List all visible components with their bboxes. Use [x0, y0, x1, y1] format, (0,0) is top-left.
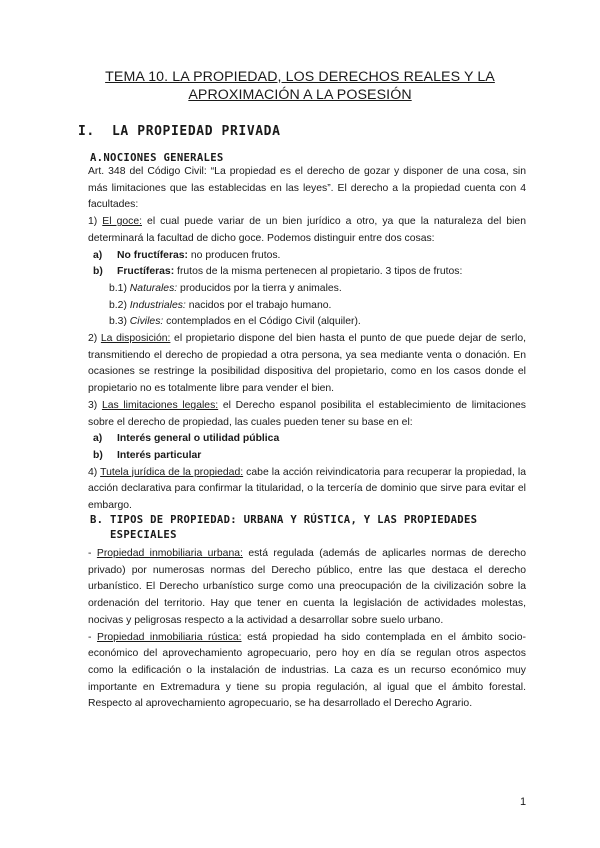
term-rustica: Propiedad inmobiliaria rústica:: [97, 631, 242, 643]
subsection-title: NOCIONES GENERALES: [103, 152, 224, 164]
term-disposicion: La disposición:: [100, 333, 171, 345]
list-item-civiles: b.3) Civiles: contemplados en el Código Civil (alquiler).: [109, 316, 361, 328]
list-item-industriales: b.2) Industriales: nacidos por el trabajo humano.: [109, 299, 332, 311]
subsection-title-line-1: TIPOS DE PROPIEDAD: URBANA Y RÚSTICA, Y LAS PROPIEDADES: [110, 514, 478, 526]
page-number: 1: [520, 796, 527, 808]
section-title: LA PROPIEDAD PRIVADA: [112, 124, 281, 139]
list-item-no-fructiferas: a) No fructíferas: no producen frutos.: [93, 249, 281, 261]
paragraph-disposicion: 2) La disposición: el propietario dispone del bien hasta el punto de que puede dejar de serlo, transmitiendo el derecho de propiedad a otra persona, ya sea mediante venta o donación. En ocasiones se restringe la posibilidad dispositiva del propietario, como en los casos donde el propietario no es totalmente libre para vender el bien.: [88, 333, 526, 395]
term-tutela: Tutela jurídica de la propiedad:: [100, 466, 244, 478]
term-goce: El goce:: [102, 216, 142, 228]
paragraph-urbana: - Propiedad inmobiliaria urbana: está regulada (además de aplicarles normas de derecho privado) por numerosas normas del Derecho público, entre las que destaca el derecho urbanístico. El Derecho urbanístico surge como una preocupación de la civilización sobre la ordenación del territorio. Hay que tener en cuenta la legislación de actividades molestas, nocivas y peligrosas respecto a la actividad a desarrollar sobre suelo urbano.: [88, 548, 526, 626]
paragraph-intro: Art. 348 del Código Civil: “La propiedad es el derecho de gozar y disponer de una cosa, sin más limitaciones que las establecidas en las leyes”. El derecho a la propiedad cuenta con 4 facultades:: [88, 166, 526, 211]
paragraph-goce: 1) El goce: el cual puede variar de un bien jurídico a otro, ya que la naturaleza del bien determinará la facultad de dicho goce. Podemos distinguir entre dos cosas:: [88, 216, 526, 244]
list-item-naturales: b.1) Naturales: producidos por la tierra y animales.: [109, 282, 342, 294]
title-line-1: TEMA 10. LA PROPIEDAD, LOS DERECHOS REALES Y LA: [105, 69, 495, 85]
subsection-title-line-2: ESPECIALES: [110, 529, 177, 541]
list-item-interes-particular: b) Interés particular: [93, 449, 202, 461]
section-number: I.: [78, 124, 95, 139]
paragraph-tutela: 4) Tutela jurídica de la propiedad: cabe la acción reivindicatoria para recuperar la propiedad, la acción declarativa para confirmar la titularidad, o la tercería de dominio que sirve para evitar el embargo.: [88, 466, 526, 512]
subsection-heading-b: [90, 513, 477, 543]
subsection-number: A.: [90, 152, 104, 164]
list-item-interes-general: a) Interés general o utilidad pública: [93, 433, 280, 445]
term-limitaciones: Las limitaciones legales:: [101, 399, 219, 411]
list-item-fructiferas: b) Fructíferas: frutos de la misma pertenecen al propietario. 3 tipos de frutos:: [93, 266, 463, 278]
subsection-number: B.: [90, 514, 104, 526]
title-line-2: APROXIMACIÓN A LA POSESIÓN: [188, 87, 412, 103]
section-heading-1: [78, 124, 281, 139]
section-a-body: [88, 164, 526, 515]
paragraph-rustica: - Propiedad inmobiliaria rústica: está propiedad ha sido contemplada en el ámbito socio-económico del aprovechamiento agropecuario, pero hoy en día se regulan otros aspectos como la edificación o la instalación de industrias. La caza es un recurso económico muy importante en Extremadura y tiene su propia regulación, al igual que el ámbito forestal. Respecto al aprovechamiento agropecuario, se ha desarrollado el Derecho Agrario.: [88, 631, 526, 710]
paragraph-limitaciones: 3) Las limitaciones legales: el Derecho espanol posibilita el establecimiento de limitaciones sobre el derecho de propiedad, las cuales pueden tener su base en el:: [88, 399, 526, 428]
document-title: [60, 68, 540, 104]
term-urbana: Propiedad inmobiliaria urbana:: [96, 548, 243, 559]
section-b-body: [88, 546, 526, 713]
